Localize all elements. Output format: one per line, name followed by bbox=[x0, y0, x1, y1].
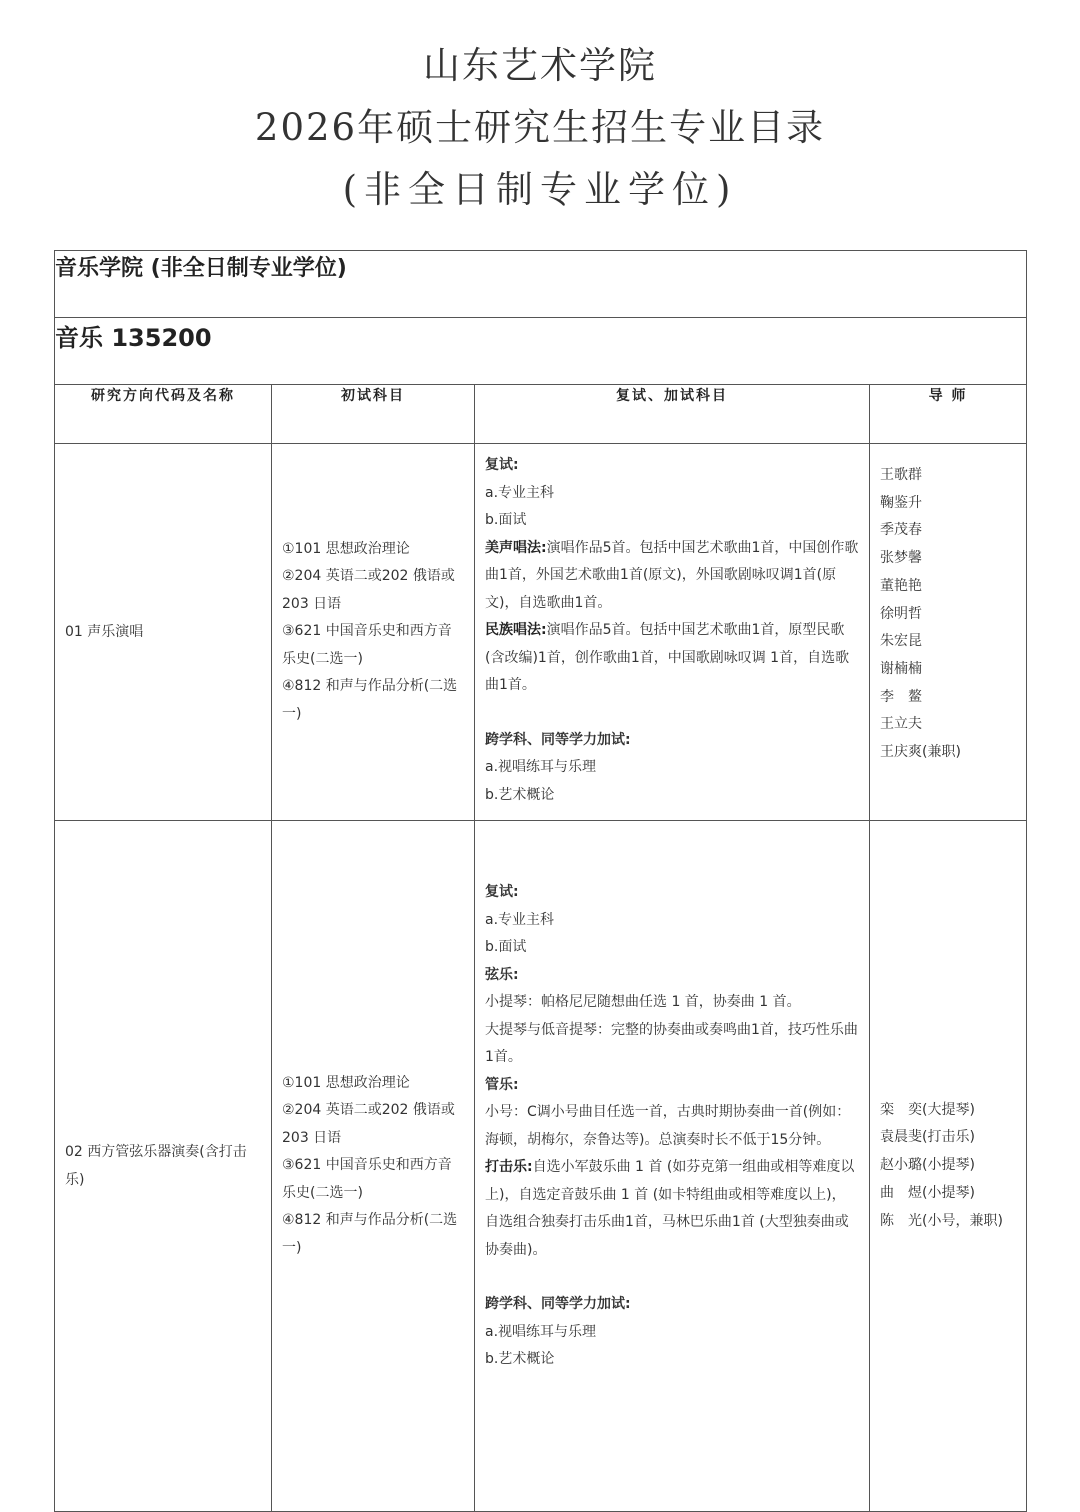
mentor-name: 曲 煜(小提琴) bbox=[880, 1184, 975, 1201]
mentor-name: 王庆爽(兼职) bbox=[880, 744, 961, 761]
extra-test-item: b.艺术概论 bbox=[485, 786, 555, 803]
section-text: 自选小军鼓乐曲 1 首 (如芬克第一组曲或相等难度以上)，自选定音鼓乐曲 1 首 (如卡特组曲或相等难度以上)，自选组合独奏打击乐曲1首，马林巴乐曲1首 (大型独奏曲或协奏曲)。 bbox=[485, 1159, 855, 1258]
initial-subjects-cell bbox=[272, 444, 475, 821]
winds-text: 小号：C调小号曲目任选一首，古典时期协奏曲一首(例如：海顿，胡梅尔，奈鲁达等)。总演奏时长不低于15分钟。 bbox=[485, 1104, 851, 1148]
retest-label: 复试: bbox=[485, 884, 519, 900]
extra-test-label: 跨学科、同等学力加试: bbox=[485, 1296, 631, 1312]
mentor-name: 张梦馨 bbox=[880, 550, 922, 567]
header-row bbox=[55, 385, 1027, 444]
mentors-cell bbox=[870, 821, 1027, 1512]
section-label: 打击乐: bbox=[485, 1159, 533, 1175]
retest-cell bbox=[475, 821, 870, 1512]
strings-label: 弦乐: bbox=[485, 966, 519, 983]
strings-item: 大提琴与低音提琴：完整的协奏曲或奏鸣曲1首，技巧性乐曲1首。 bbox=[485, 1021, 858, 1065]
section-label: 美声唱法: bbox=[485, 539, 547, 556]
initial-subject: ④812 和声与作品分析(二选一) bbox=[282, 678, 458, 722]
extra-test-item: b.艺术概论 bbox=[485, 1351, 555, 1367]
table-row bbox=[55, 821, 1027, 1512]
major-row bbox=[55, 318, 1027, 385]
section-text: 演唱作品5首。包括中国艺术歌曲1首，原型民歌 (含改编)1首，创作歌曲1首，中国歌剧咏叹调 1首，自选歌曲1首。 bbox=[485, 622, 850, 693]
catalog-table bbox=[54, 250, 1027, 1512]
strings-item: 小提琴：帕格尼尼随想曲任选 1 首，协奏曲 1 首。 bbox=[485, 994, 801, 1010]
mentor-name: 袁晨斐(打击乐) bbox=[880, 1129, 975, 1146]
folk-section bbox=[485, 617, 859, 700]
initial-subjects-cell bbox=[272, 821, 475, 1512]
col-direction-header: 研究方向代码及名称 bbox=[55, 385, 272, 444]
mentor-name: 朱宏昆 bbox=[880, 633, 922, 650]
initial-subject: ②204 英语二或202 俄语或203 日语 bbox=[282, 568, 455, 612]
mentor-name: 徐明哲 bbox=[880, 605, 922, 622]
retest-item: a.专业主科 bbox=[485, 911, 555, 928]
direction-cell: 02 西方管弦乐器演奏(含打击乐) bbox=[55, 821, 272, 1512]
school-title: 山东艺术学院 bbox=[423, 44, 657, 87]
catalog-title: 2026年硕士研究生招生专业目录 bbox=[254, 106, 826, 149]
percussion-section bbox=[485, 1154, 859, 1264]
mentor-name: 王歌群 bbox=[880, 467, 922, 483]
initial-subject: ④812 和声与作品分析(二选一) bbox=[282, 1212, 458, 1256]
extra-test-label: 跨学科、同等学力加试: bbox=[485, 731, 631, 748]
mentor-name: 季茂春 bbox=[880, 522, 922, 539]
mentor-name: 栾 奕(大提琴) bbox=[880, 1101, 975, 1118]
table-row bbox=[55, 444, 1027, 821]
mentors-cell bbox=[870, 444, 1027, 821]
catalog-subtitle: (非全日制专业学位) bbox=[342, 168, 738, 211]
col-mentor-header: 导 师 bbox=[870, 385, 1027, 444]
department-name: 音乐学院 (非全日制专业学位) bbox=[55, 251, 1027, 318]
mentor-name: 董艳艳 bbox=[880, 577, 922, 594]
retest-item: b.面试 bbox=[485, 512, 527, 528]
initial-subject: ③621 中国音乐史和西方音乐史(二选一) bbox=[282, 1157, 452, 1201]
col-retest-header: 复试、加试科目 bbox=[475, 385, 870, 444]
retest-label: 复试: bbox=[485, 457, 519, 473]
initial-subject: ②204 英语二或202 俄语或203 日语 bbox=[282, 1102, 455, 1146]
direction-cell: 01 声乐演唱 bbox=[55, 444, 272, 821]
section-label: 民族唱法: bbox=[485, 622, 547, 638]
bel-canto-section bbox=[485, 535, 859, 618]
extra-test-item: a.视唱练耳与乐理 bbox=[485, 759, 597, 775]
col-initial-header: 初试科目 bbox=[272, 385, 475, 444]
initial-subject: ①101 思想政治理论 bbox=[282, 1074, 410, 1091]
mentor-name: 陈 光(小号，兼职) bbox=[880, 1212, 1003, 1229]
initial-subject: ③621 中国音乐史和西方音乐史(二选一) bbox=[282, 623, 452, 667]
initial-subject: ①101 思想政治理论 bbox=[282, 540, 410, 557]
mentor-name: 鞠鉴升 bbox=[880, 494, 922, 511]
mentor-name: 谢楠楠 bbox=[880, 660, 922, 677]
section-text: 演唱作品5首。包括中国艺术歌曲1首，中国创作歌曲1首，外国艺术歌曲1首(原文)，外国歌剧咏叹调1首(原文)，自选歌曲1首。 bbox=[485, 539, 859, 611]
mentor-name: 李 鳌 bbox=[880, 688, 922, 705]
winds-label: 管乐: bbox=[485, 1076, 519, 1093]
major-name: 音乐 135200 bbox=[55, 318, 1027, 385]
mentor-name: 王立夫 bbox=[880, 716, 922, 733]
extra-test-item: a.视唱练耳与乐理 bbox=[485, 1323, 597, 1340]
retest-cell bbox=[475, 444, 870, 821]
retest-item: a.专业主科 bbox=[485, 484, 555, 501]
mentor-name: 赵小璐(小提琴) bbox=[880, 1157, 975, 1174]
department-row bbox=[55, 251, 1027, 318]
retest-item: b.面试 bbox=[485, 939, 527, 955]
